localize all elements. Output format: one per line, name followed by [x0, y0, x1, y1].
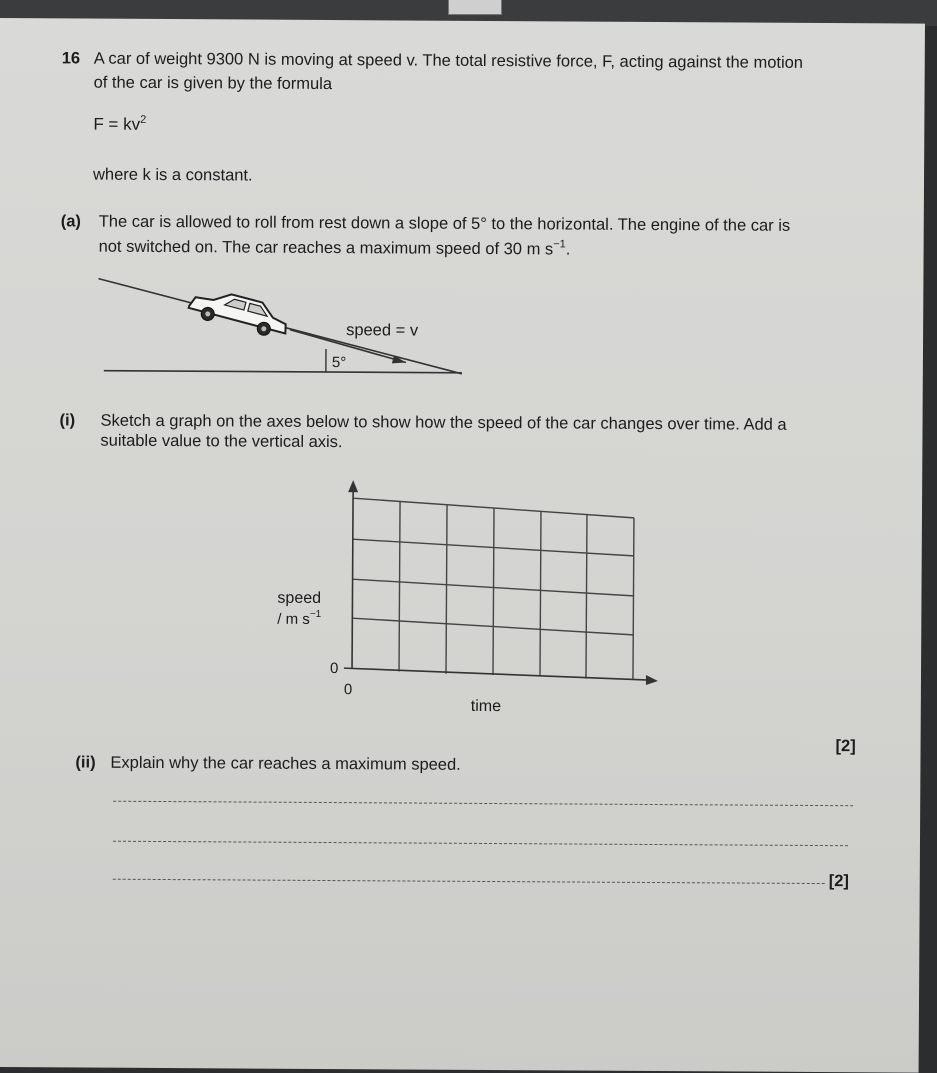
marks-part-i: [2] [836, 736, 856, 756]
formula-exponent: 2 [140, 114, 146, 126]
where-line: where k is a constant. [93, 165, 253, 186]
part-a-line-1: The car is allowed to roll from rest down a slope of 5° to the horizontal. The engine of the car is [99, 212, 791, 236]
answer-line-3[interactable] [113, 879, 825, 884]
part-a-label: (a) [61, 211, 81, 231]
speed-time-graph [266, 468, 668, 720]
car-icon [187, 285, 292, 341]
question-number: 16 [62, 48, 80, 68]
marks-part-ii: [2] [829, 871, 849, 891]
formula [93, 115, 146, 135]
part-a-line-2 [99, 237, 571, 260]
x-axis [344, 668, 646, 680]
part-a-line-2-text: not switched on. The car reaches a maximum speed of 30 m s [99, 238, 554, 259]
part-a-exponent: −1 [553, 238, 566, 250]
part-i-label: (i) [59, 410, 75, 430]
part-ii-label: (ii) [75, 752, 95, 772]
y-axis-label-1: speed [277, 590, 321, 607]
intro-line-1: A car of weight 9300 N is moving at speed v. The total resistive force, F, acting against the motion [94, 49, 803, 73]
y-axis [352, 490, 353, 668]
ground-line [104, 371, 462, 373]
intro-line-2: of the car is given by the formula [94, 73, 333, 94]
page-tab [448, 0, 502, 15]
slope-diagram [98, 274, 469, 386]
answer-line-2[interactable] [113, 841, 848, 846]
part-i-line-2: suitable value to the vertical axis. [100, 431, 342, 452]
y-axis-unit-exponent: −1 [310, 609, 322, 620]
x-axis-arrowhead [646, 675, 658, 685]
y-axis-unit: / m s [277, 611, 310, 628]
y-origin-label: 0 [330, 660, 338, 677]
speed-label: speed = v [346, 321, 419, 339]
y-axis-arrowhead [348, 480, 358, 492]
formula-text: F = kv [93, 115, 140, 134]
angle-label: 5° [332, 354, 346, 371]
part-ii-text: Explain why the car reaches a maximum speed. [110, 753, 460, 775]
x-origin-label: 0 [344, 681, 352, 698]
graph-grid [352, 498, 634, 680]
y-axis-label-2 [277, 609, 321, 628]
x-axis-label: time [471, 698, 501, 715]
exam-paper [0, 18, 925, 1073]
part-a-end: . [566, 240, 571, 258]
part-i-line-1: Sketch a graph on the axes below to show how the speed of the car changes over time. Add a [100, 411, 786, 435]
answer-line-1[interactable] [113, 801, 853, 807]
